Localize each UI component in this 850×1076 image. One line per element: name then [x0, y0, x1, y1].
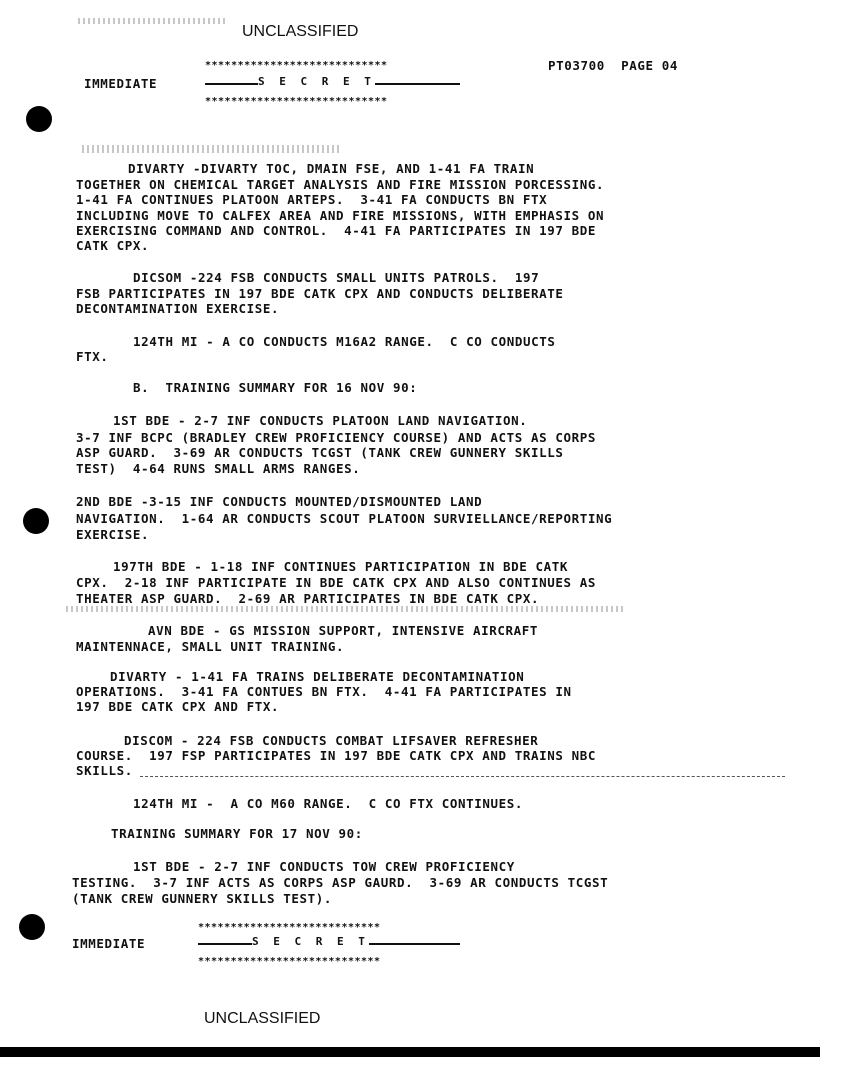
footer-stars-top: **************************** [198, 922, 381, 933]
text-line: TESTING. 3-7 INF ACTS AS CORPS ASP GAURD. 3-69 AR CONDUCTS TCGST [72, 875, 609, 890]
text-line: 1ST BDE - 2-7 INF CONDUCTS PLATOON LAND NAVIGATION. [113, 413, 528, 428]
scan-rule [140, 776, 785, 777]
text-line: INCLUDING MOVE TO CALFEX AREA AND FIRE MISSIONS, WITH EMPHASIS ON [76, 208, 605, 223]
header-precedence: IMMEDIATE [84, 76, 158, 91]
header-stars-top: **************************** [205, 60, 388, 71]
text-line: 1-41 FA CONTINUES PLATOON ARTEPS. 3-41 FA CONDUCTS BN FTX [76, 192, 548, 207]
classification-bottom: UNCLASSIFIED [204, 1010, 321, 1027]
punch-hole-bottom [19, 914, 45, 940]
text-line: ASP GUARD. 3-69 AR CONDUCTS TCGST (TANK CREW GUNNERY SKILLS [76, 445, 564, 460]
footer-stars-bottom: **************************** [198, 956, 381, 967]
text-line: CPX. 2-18 INF PARTICIPATE IN BDE CATK CPX AND ALSO CONTINUES AS [76, 575, 597, 590]
text-line: 197TH BDE - 1-18 INF CONTINUES PARTICIPATION IN BDE CATK [113, 559, 569, 574]
punch-hole-top [26, 106, 52, 132]
text-line: CATK CPX. [76, 238, 150, 253]
text-line: AVN BDE - GS MISSION SUPPORT, INTENSIVE AIRCRAFT [148, 623, 539, 638]
scan-edge-bar [0, 1047, 820, 1057]
text-line: 197 BDE CATK CPX AND FTX. [76, 699, 280, 714]
text-line: DICSOM -224 FSB CONDUCTS SMALL UNITS PATROLS. 197 [133, 270, 540, 285]
classification-top: UNCLASSIFIED [242, 23, 359, 40]
text-line: TEST) 4-64 RUNS SMALL ARMS RANGES. [76, 461, 361, 476]
scan-noise [82, 145, 342, 153]
text-line: DISCOM - 224 FSB CONDUCTS COMBAT LIFSAVER REFRESHER [124, 733, 539, 748]
text-line: EXERCISING COMMAND AND CONTROL. 4-41 FA PARTICIPATES IN 197 BDE [76, 223, 597, 238]
text-line: EXERCISE. [76, 527, 150, 542]
text-line: TOGETHER ON CHEMICAL TARGET ANALYSIS AND FIRE MISSION PORCESSING. [76, 177, 605, 192]
text-line: FTX. [76, 349, 109, 364]
scan-noise [78, 18, 228, 24]
text-line: (TANK CREW GUNNERY SKILLS TEST). [72, 891, 333, 906]
text-line: MAINTENNACE, SMALL UNIT TRAINING. [76, 639, 345, 654]
text-line: FSB PARTICIPATES IN 197 BDE CATK CPX AND CONDUCTS DELIBERATE [76, 286, 564, 301]
section-heading: TRAINING SUMMARY FOR 17 NOV 90: [111, 826, 363, 841]
text-line: DECONTAMINATION EXERCISE. [76, 301, 280, 316]
header-stars-bottom: **************************** [205, 96, 388, 107]
section-heading: B. TRAINING SUMMARY FOR 16 NOV 90: [133, 380, 418, 395]
text-line: DIVARTY -DIVARTY TOC, DMAIN FSE, AND 1-41 FA TRAIN [128, 161, 535, 176]
text-line: SKILLS. [76, 763, 133, 778]
text-line: DIVARTY - 1-41 FA TRAINS DELIBERATE DECONTAMINATION [110, 669, 525, 684]
text-line: 124TH MI - A CO CONDUCTS M16A2 RANGE. C CO CONDUCTS [133, 334, 556, 349]
punch-hole-middle [23, 508, 49, 534]
scan-noise [66, 606, 626, 612]
text-line: COURSE. 197 FSP PARTICIPATES IN 197 BDE CATK CPX AND TRAINS NBC [76, 748, 597, 763]
text-line: 2ND BDE -3-15 INF CONDUCTS MOUNTED/DISMOUNTED LAND [76, 494, 483, 509]
footer-precedence: IMMEDIATE [72, 936, 146, 951]
message-reference: PT03700 PAGE 04 [548, 58, 679, 73]
text-line: OPERATIONS. 3-41 FA CONTUES BN FTX. 4-41 FA PARTICIPATES IN [76, 684, 572, 699]
text-line: 124TH MI - A CO M60 RANGE. C CO FTX CONTINUES. [133, 796, 524, 811]
footer-secret-marking: S E C R E T [252, 935, 369, 948]
text-line: 1ST BDE - 2-7 INF CONDUCTS TOW CREW PROFICIENCY [133, 859, 515, 874]
text-line: 3-7 INF BCPC (BRADLEY CREW PROFICIENCY COURSE) AND ACTS AS CORPS [76, 430, 597, 445]
text-line: NAVIGATION. 1-64 AR CONDUCTS SCOUT PLATOON SURVIELLANCE/REPORTING [76, 511, 613, 526]
text-line: THEATER ASP GUARD. 2-69 AR PARTICIPATES IN BDE CATK CPX. [76, 591, 540, 606]
header-secret-marking: S E C R E T [258, 75, 375, 88]
